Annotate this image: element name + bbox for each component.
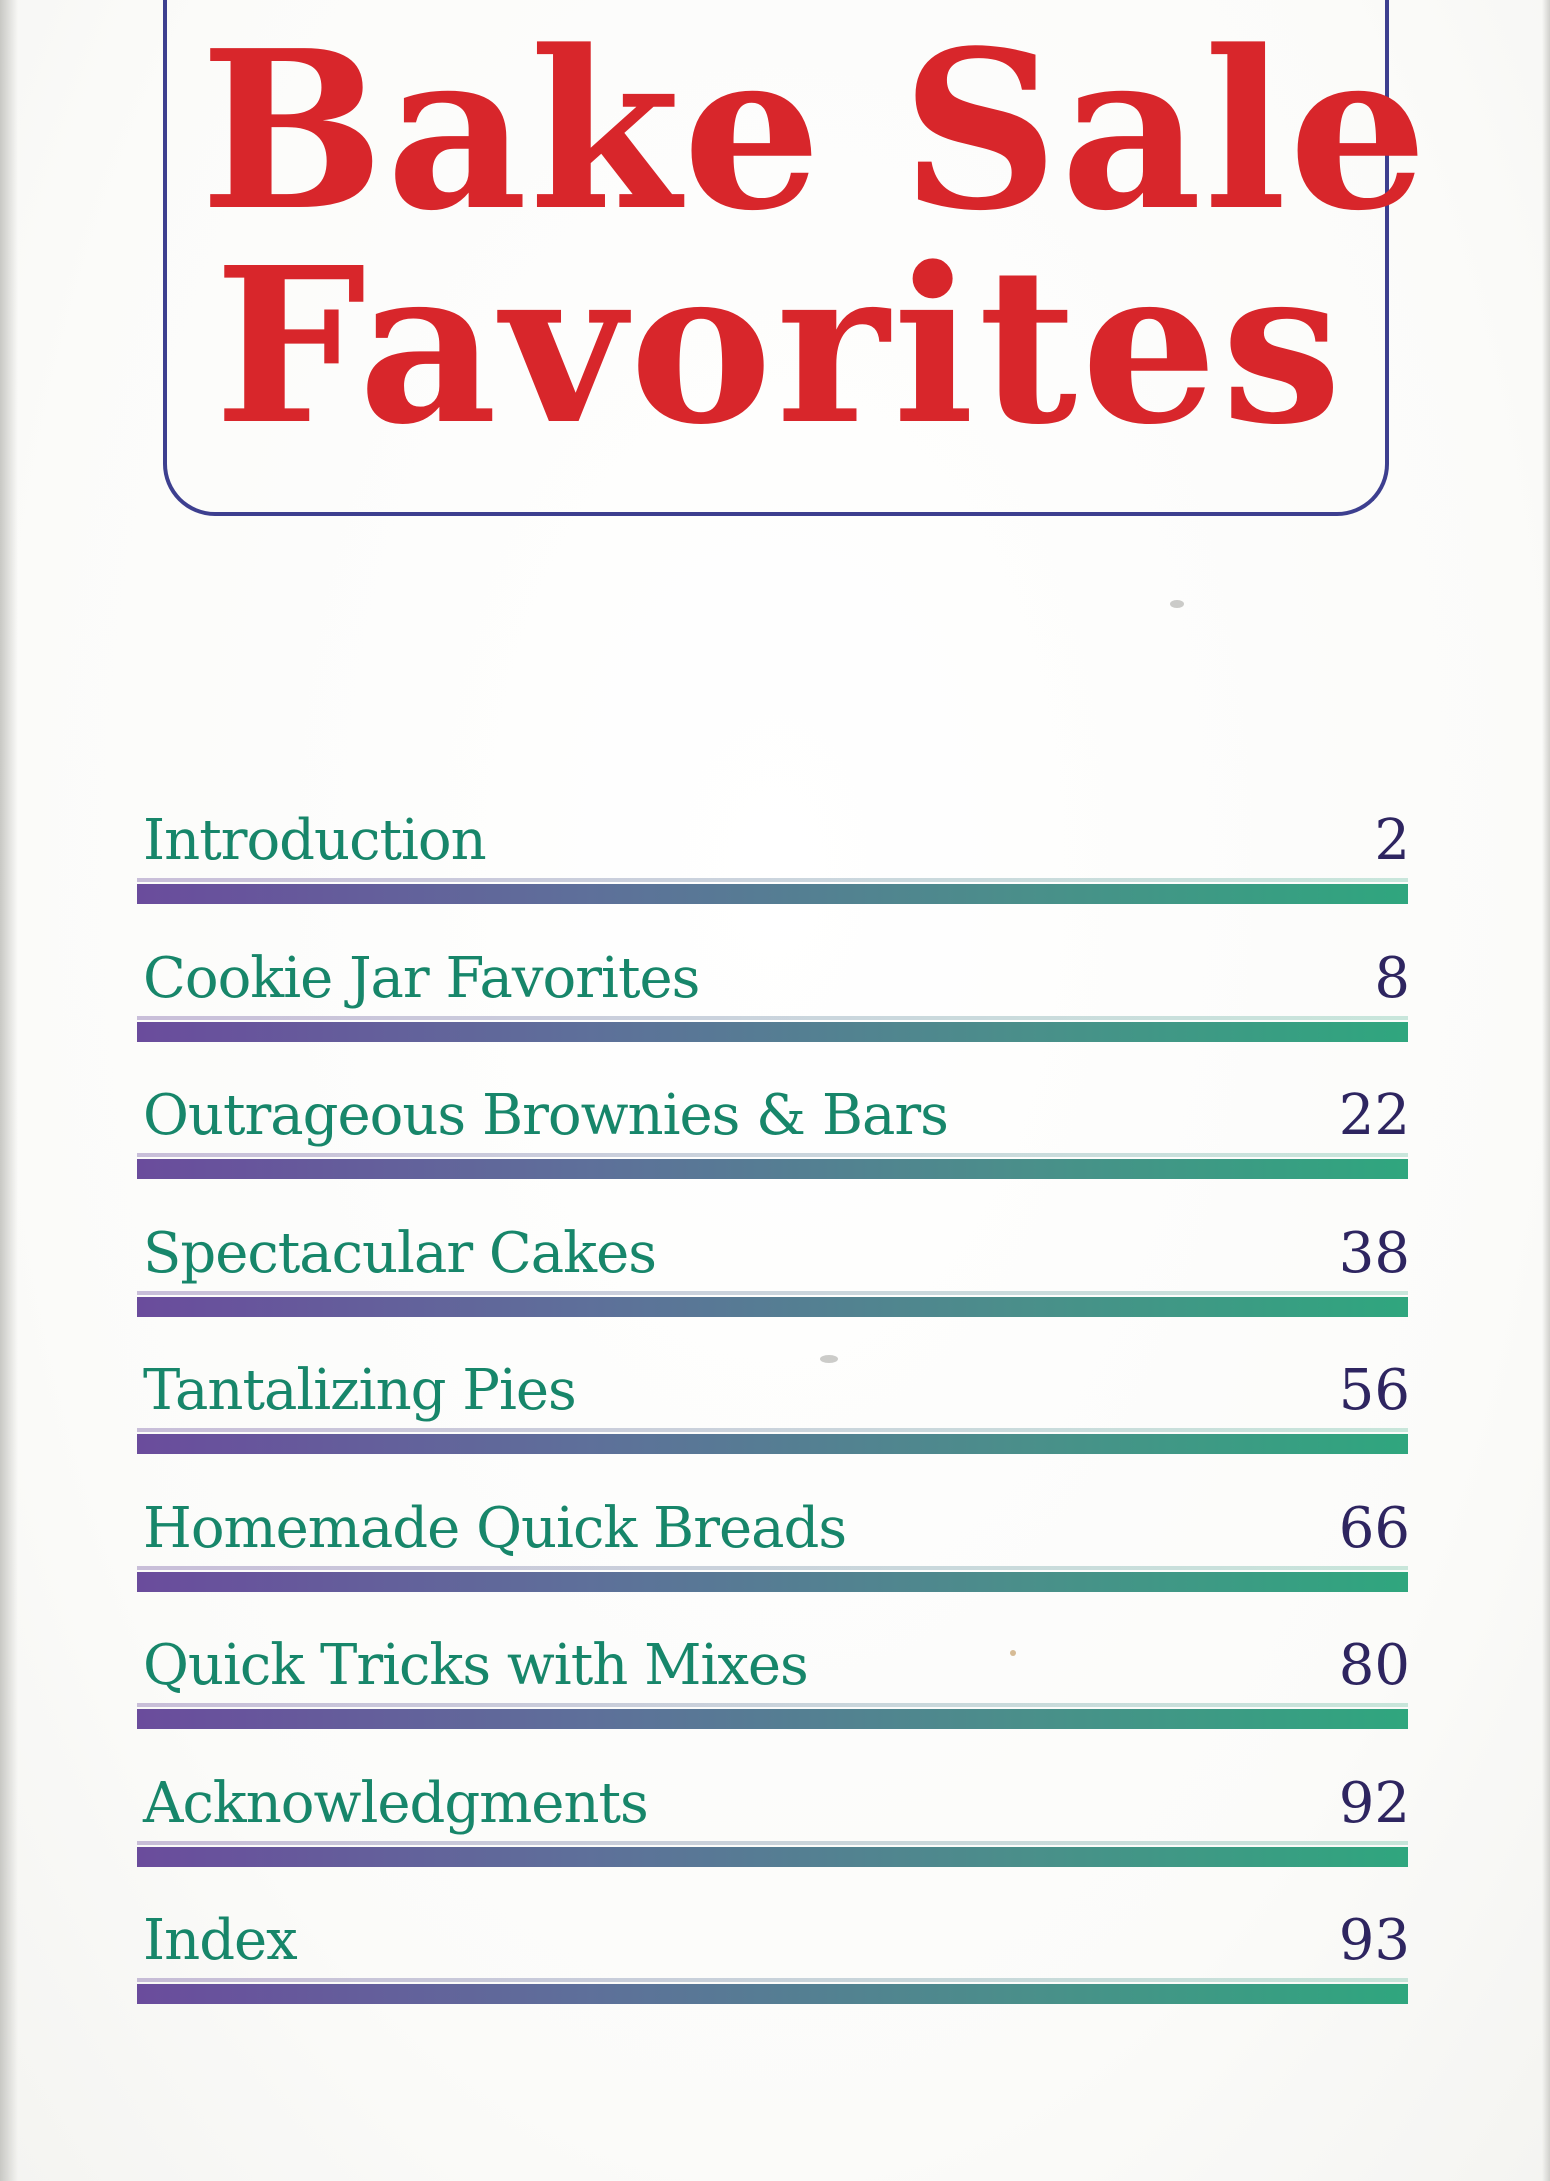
title-line-2: Favorites	[214, 221, 1346, 472]
toc-entry-page-number: 92	[1338, 1770, 1410, 1836]
gradient-divider	[137, 1297, 1408, 1317]
page-edge	[1542, 0, 1550, 2181]
toc-entry-label: Homemade Quick Breads	[143, 1495, 847, 1561]
toc-entry-label: Spectacular Cakes	[143, 1220, 656, 1286]
toc-entry-outrageous-brownies-bars[interactable]	[135, 1065, 1410, 1203]
toc-entry-page-number: 93	[1338, 1908, 1410, 1973]
toc-entry-label: Cookie Jar Favorites	[143, 945, 700, 1011]
gradient-divider	[137, 1572, 1408, 1592]
toc-entry-cookie-jar-favorites[interactable]	[135, 928, 1410, 1066]
toc-entry-introduction[interactable]	[135, 790, 1410, 928]
toc-entry-label: Introduction	[143, 808, 486, 873]
gradient-divider	[137, 1434, 1408, 1454]
paper-speck	[1010, 1650, 1016, 1656]
toc-entry-acknowledgments[interactable]	[135, 1753, 1410, 1891]
toc-entry-page-number: 38	[1338, 1220, 1410, 1286]
toc-entry-page-number: 56	[1338, 1358, 1410, 1423]
toc-entry-label: Acknowledgments	[143, 1770, 648, 1836]
toc-entry-label: Outrageous Brownies & Bars	[143, 1083, 948, 1148]
toc-entry-tantalizing-pies[interactable]	[135, 1340, 1410, 1478]
gradient-divider	[137, 1159, 1408, 1179]
toc-entry-index[interactable]	[135, 1890, 1410, 2028]
title-line-1: Bake Sale	[200, 3, 1430, 259]
toc-entry-homemade-quick-breads[interactable]	[135, 1478, 1410, 1616]
toc-entry-label: Quick Tricks with Mixes	[143, 1633, 808, 1698]
spine-shadow	[0, 0, 18, 2181]
toc-entry-page-number: 8	[1374, 945, 1410, 1011]
gradient-divider	[137, 1984, 1408, 2004]
gradient-divider	[137, 884, 1408, 904]
toc-entry-page-number: 80	[1338, 1633, 1410, 1698]
paper-speck	[1170, 600, 1184, 608]
toc-entry-quick-tricks-with-mixes[interactable]	[135, 1615, 1410, 1753]
toc-entry-page-number: 66	[1338, 1495, 1410, 1561]
toc-entry-page-number: 22	[1338, 1083, 1410, 1148]
gradient-divider	[137, 1022, 1408, 1042]
gradient-divider	[137, 1847, 1408, 1867]
toc-entry-label: Tantalizing Pies	[143, 1358, 576, 1423]
paper-speck	[820, 1355, 838, 1363]
table-of-contents	[135, 790, 1410, 2028]
gradient-divider	[137, 1709, 1408, 1729]
toc-entry-spectacular-cakes[interactable]	[135, 1203, 1410, 1341]
toc-entry-page-number: 2	[1374, 808, 1410, 873]
toc-entry-label: Index	[143, 1908, 297, 1973]
